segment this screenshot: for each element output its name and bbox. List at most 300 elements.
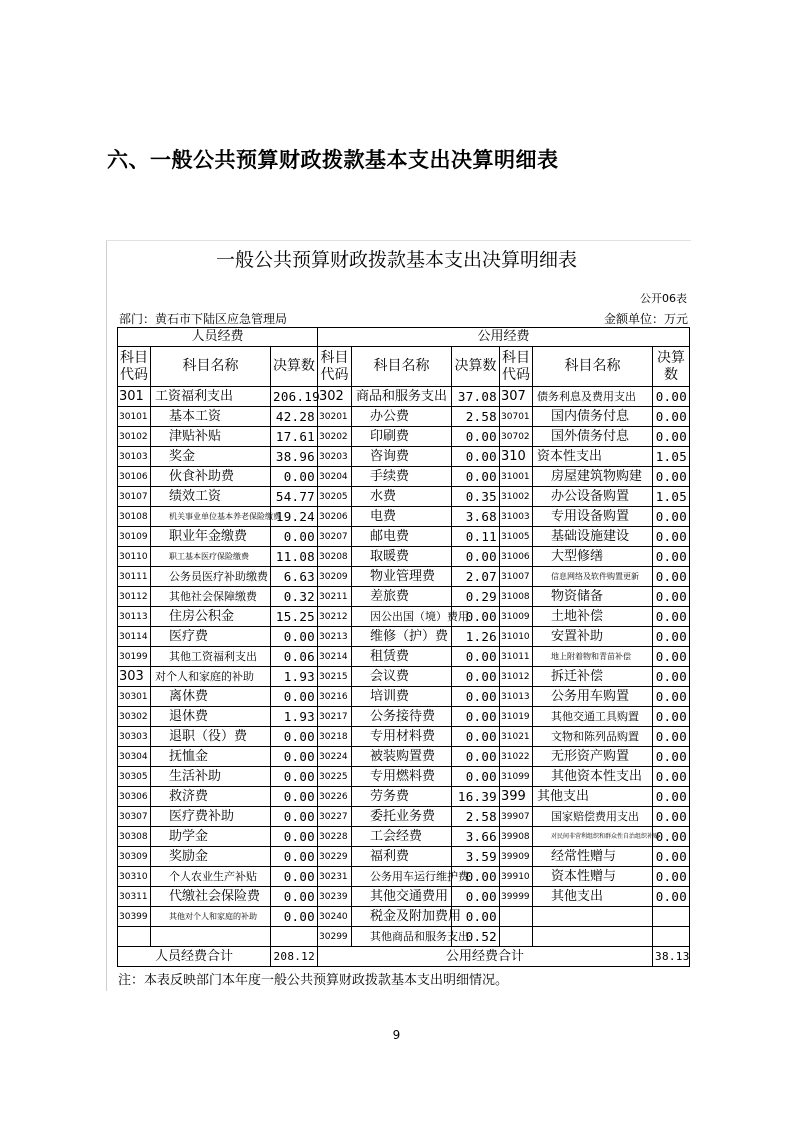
subject-name-cell: 基础设施建设 [533, 527, 653, 547]
amount-cell: 0.00 [452, 647, 500, 667]
subject-code-cell: 30226 [318, 787, 352, 807]
table-row [118, 827, 690, 847]
subject-code-cell: 30701 [500, 407, 533, 427]
subject-name-cell: 医疗费 [151, 627, 271, 647]
subject-name-cell: 专用设备购置 [533, 507, 653, 527]
table-row [118, 747, 690, 767]
subject-code-cell: 30212 [318, 607, 352, 627]
amount-cell: 0.00 [271, 907, 318, 927]
subject-code-cell: 30228 [318, 827, 352, 847]
subject-code-cell [500, 907, 533, 927]
subject-code-cell: 30304 [118, 747, 151, 767]
subject-name-cell: 国内债务付息 [533, 407, 653, 427]
col-header-name: 科目名称 [352, 347, 452, 387]
subject-name-cell: 邮电费 [352, 527, 452, 547]
subject-name-cell: 物业管理费 [352, 567, 452, 587]
subject-name-cell: 其他资本性支出 [533, 767, 653, 787]
subject-code-cell: 31021 [500, 727, 533, 747]
subject-code-cell: 30107 [118, 487, 151, 507]
amount-cell: 0.00 [452, 887, 500, 907]
subject-code-cell: 399 [500, 787, 533, 807]
col-header-amount: 决算数 [653, 347, 690, 387]
subject-code-cell: 30211 [318, 587, 352, 607]
subject-name-cell: 咨询费 [352, 447, 452, 467]
subject-name-cell: 被装购置费 [352, 747, 452, 767]
subject-code-cell: 30218 [318, 727, 352, 747]
amount-cell: 0.11 [452, 527, 500, 547]
subject-code-cell: 31099 [500, 767, 533, 787]
subject-name-cell: 公务用车运行维护费 [352, 867, 452, 887]
col-header-code: 科目代码 [500, 347, 533, 387]
subject-name-cell: 对个人和家庭的补助 [151, 667, 271, 687]
table-code: 公开06表 [640, 292, 687, 305]
table-row [118, 867, 690, 887]
amount-cell: 0.00 [452, 907, 500, 927]
subject-name-cell: 物资储备 [533, 587, 653, 607]
subject-name-cell [151, 927, 271, 947]
subject-name-cell: 取暖费 [352, 547, 452, 567]
subject-code-cell: 39908 [500, 827, 533, 847]
subject-name-cell: 其他对个人和家庭的补助 [151, 907, 271, 927]
subject-code-cell: 30111 [118, 567, 151, 587]
amount-cell: 6.63 [271, 567, 318, 587]
subject-code-cell: 30217 [318, 707, 352, 727]
amount-cell: 0.00 [653, 467, 690, 487]
subject-code-cell: 30101 [118, 407, 151, 427]
subject-code-cell: 31008 [500, 587, 533, 607]
subject-code-cell: 301 [118, 387, 151, 407]
amount-cell: 16.39 [452, 787, 500, 807]
subject-code-cell: 30202 [318, 427, 352, 447]
table-row [118, 627, 690, 647]
subject-name-cell: 生活补助 [151, 767, 271, 787]
amount-cell: 1.26 [452, 627, 500, 647]
subject-code-cell: 30305 [118, 767, 151, 787]
amount-cell: 0.00 [452, 867, 500, 887]
subject-code-cell: 30311 [118, 887, 151, 907]
amount-cell: 206.19 [271, 387, 318, 407]
subject-name-cell: 津贴补贴 [151, 427, 271, 447]
amount-cell: 0.00 [653, 547, 690, 567]
amount-cell: 0.00 [653, 567, 690, 587]
expenditure-table [117, 327, 690, 967]
amount-cell: 0.29 [452, 587, 500, 607]
subject-code-cell: 30205 [318, 487, 352, 507]
subject-name-cell: 印刷费 [352, 427, 452, 447]
subject-name-cell: 奖金 [151, 447, 271, 467]
subject-name-cell: 国外债务付息 [533, 427, 653, 447]
amount-cell: 0.00 [452, 767, 500, 787]
amount-cell: 0.00 [271, 747, 318, 767]
subject-code-cell: 30110 [118, 547, 151, 567]
subject-code-cell: 30102 [118, 427, 151, 447]
table-row [118, 547, 690, 567]
subject-name-cell: 其他交通工具购置 [533, 707, 653, 727]
subject-code-cell: 31001 [500, 467, 533, 487]
subject-name-cell: 经常性赠与 [533, 847, 653, 867]
table-row [118, 667, 690, 687]
amount-cell: 0.00 [653, 867, 690, 887]
subject-name-cell: 因公出国（境）费用 [352, 607, 452, 627]
amount-cell: 0.00 [452, 447, 500, 467]
subject-code-cell: 30239 [318, 887, 352, 907]
subject-code-cell: 30310 [118, 867, 151, 887]
table-row [118, 427, 690, 447]
subject-name-cell: 退职（役）费 [151, 727, 271, 747]
subject-name-cell: 大型修缮 [533, 547, 653, 567]
amount-cell: 0.00 [271, 527, 318, 547]
subject-name-cell [533, 907, 653, 927]
subject-name-cell: 其他工资福利支出 [151, 647, 271, 667]
subject-code-cell: 31011 [500, 647, 533, 667]
subject-code-cell: 30106 [118, 467, 151, 487]
subject-code-cell: 30209 [318, 567, 352, 587]
amount-cell: 3.59 [452, 847, 500, 867]
amount-cell: 2.07 [452, 567, 500, 587]
subject-name-cell: 其他支出 [533, 787, 653, 807]
subject-code-cell: 307 [500, 387, 533, 407]
department-label: 部门：黄石市下陆区应急管理局 [119, 312, 288, 326]
subject-code-cell: 30306 [118, 787, 151, 807]
table-row [118, 647, 690, 667]
table-row [118, 787, 690, 807]
subject-name-cell: 救济费 [151, 787, 271, 807]
subject-code-cell: 30215 [318, 667, 352, 687]
amount-cell: 0.00 [653, 847, 690, 867]
table-row [118, 767, 690, 787]
subject-name-cell: 个人农业生产补贴 [151, 867, 271, 887]
subject-code-cell: 30229 [318, 847, 352, 867]
amount-cell: 0.52 [452, 927, 500, 947]
col-header-amount: 决算数 [271, 347, 318, 387]
col-header-code: 科目代码 [118, 347, 151, 387]
amount-cell: 0.32 [271, 587, 318, 607]
amount-cell: 38.96 [271, 447, 318, 467]
amount-cell: 17.61 [271, 427, 318, 447]
amount-cell: 0.00 [653, 887, 690, 907]
amount-cell: 0.00 [653, 607, 690, 627]
subject-name-cell: 其他社会保障缴费 [151, 587, 271, 607]
amount-cell: 0.00 [653, 627, 690, 647]
subject-code-cell: 30103 [118, 447, 151, 467]
amount-cell: 0.00 [653, 827, 690, 847]
table-row [118, 607, 690, 627]
subject-name-cell: 职业年金缴费 [151, 527, 271, 547]
subject-code-cell: 30208 [318, 547, 352, 567]
subject-name-cell: 文物和陈列品购置 [533, 727, 653, 747]
subject-code-cell: 30204 [318, 467, 352, 487]
subject-code-cell: 30399 [118, 907, 151, 927]
amount-cell [653, 907, 690, 927]
table-row [118, 927, 690, 947]
subject-code-cell: 31003 [500, 507, 533, 527]
table-row [118, 507, 690, 527]
amount-cell [653, 927, 690, 947]
amount-cell: 1.93 [271, 707, 318, 727]
amount-cell: 11.08 [271, 547, 318, 567]
subject-name-cell: 地上附着物和青苗补偿 [533, 647, 653, 667]
amount-cell: 0.00 [653, 647, 690, 667]
subject-code-cell: 39907 [500, 807, 533, 827]
subject-name-cell: 水费 [352, 487, 452, 507]
table-row [118, 587, 690, 607]
subject-name-cell: 绩效工资 [151, 487, 271, 507]
amount-cell: 3.66 [452, 827, 500, 847]
amount-cell: 0.00 [653, 707, 690, 727]
table-row [118, 487, 690, 507]
subject-name-cell: 安置补助 [533, 627, 653, 647]
table-row [118, 527, 690, 547]
amount-cell: 0.00 [653, 767, 690, 787]
table-row [118, 847, 690, 867]
amount-cell: 3.68 [452, 507, 500, 527]
subject-name-cell: 租赁费 [352, 647, 452, 667]
subject-name-cell: 办公设备购置 [533, 487, 653, 507]
amount-cell: 0.00 [653, 387, 690, 407]
subject-code-cell: 30203 [318, 447, 352, 467]
subject-name-cell: 其他商品和服务支出 [352, 927, 452, 947]
table-row [118, 467, 690, 487]
table-row [118, 727, 690, 747]
col-header-name: 科目名称 [151, 347, 271, 387]
subject-name-cell: 专用燃料费 [352, 767, 452, 787]
subject-name-cell: 维修（护）费 [352, 627, 452, 647]
subject-code-cell: 30231 [318, 867, 352, 887]
subject-code-cell: 30309 [118, 847, 151, 867]
amount-cell: 0.00 [452, 427, 500, 447]
subject-name-cell: 代缴社会保险费 [151, 887, 271, 907]
amount-cell: 42.28 [271, 407, 318, 427]
subject-name-cell: 公务用车购置 [533, 687, 653, 707]
subject-name-cell: 机关事业单位基本养老保险缴费 [151, 507, 271, 527]
subject-code-cell: 30299 [318, 927, 352, 947]
subject-code-cell: 30207 [318, 527, 352, 547]
col-header-name: 科目名称 [533, 347, 653, 387]
unit-label: 金额单位：万元 [603, 312, 688, 326]
amount-cell: 0.00 [271, 887, 318, 907]
amount-cell: 0.00 [653, 687, 690, 707]
subject-name-cell: 抚恤金 [151, 747, 271, 767]
subject-code-cell: 30114 [118, 627, 151, 647]
amount-cell: 0.00 [452, 687, 500, 707]
subject-code-cell: 39999 [500, 887, 533, 907]
amount-cell: 0.00 [271, 627, 318, 647]
col-header-amount: 决算数 [452, 347, 500, 387]
subject-code-cell: 30213 [318, 627, 352, 647]
public-total-label: 公用经费合计 [318, 947, 653, 967]
subject-name-cell: 债务利息及费用支出 [533, 387, 653, 407]
amount-cell: 0.00 [653, 667, 690, 687]
amount-cell: 0.00 [653, 807, 690, 827]
amount-cell: 0.00 [452, 467, 500, 487]
col-header-code: 科目代码 [318, 347, 352, 387]
amount-cell: 0.00 [271, 847, 318, 867]
subject-name-cell: 商品和服务支出 [352, 387, 452, 407]
subject-code-cell: 30308 [118, 827, 151, 847]
group-header-personnel: 人员经费 [118, 328, 318, 347]
amount-cell: 0.00 [452, 667, 500, 687]
subject-name-cell: 劳务费 [352, 787, 452, 807]
subject-name-cell: 土地补偿 [533, 607, 653, 627]
subject-code-cell: 31012 [500, 667, 533, 687]
page-number: 9 [392, 1028, 401, 1042]
amount-cell: 0.06 [271, 647, 318, 667]
subject-code-cell: 303 [118, 667, 151, 687]
table-row [118, 387, 690, 407]
subject-name-cell: 工资福利支出 [151, 387, 271, 407]
amount-cell: 0.00 [271, 727, 318, 747]
amount-cell: 0.00 [271, 787, 318, 807]
subject-name-cell: 基本工资 [151, 407, 271, 427]
amount-cell: 0.00 [653, 527, 690, 547]
subject-name-cell: 助学金 [151, 827, 271, 847]
subject-code-cell: 30301 [118, 687, 151, 707]
subject-code-cell: 30307 [118, 807, 151, 827]
footnote: 注：本表反映部门本年度一般公共预算财政拨款基本支出明细情况。 [118, 973, 509, 988]
subject-name-cell: 医疗费补助 [151, 807, 271, 827]
table-row [118, 887, 690, 907]
amount-cell: 0.00 [653, 427, 690, 447]
subject-name-cell: 对民间非营利组织和群众性自治组织补贴 [533, 827, 653, 847]
subject-code-cell: 30113 [118, 607, 151, 627]
subject-code-cell: 30109 [118, 527, 151, 547]
amount-cell: 0.00 [271, 867, 318, 887]
subject-name-cell: 公务接待费 [352, 707, 452, 727]
subject-name-cell: 住房公积金 [151, 607, 271, 627]
subject-name-cell: 资本性赠与 [533, 867, 653, 887]
subject-code-cell: 31007 [500, 567, 533, 587]
amount-cell: 0.00 [653, 727, 690, 747]
subject-code-cell: 30216 [318, 687, 352, 707]
amount-cell: 0.00 [653, 587, 690, 607]
table-row [118, 407, 690, 427]
subject-code-cell: 39909 [500, 847, 533, 867]
subject-code-cell: 30702 [500, 427, 533, 447]
subject-code-cell: 30108 [118, 507, 151, 527]
subject-name-cell: 公务员医疗补助缴费 [151, 567, 271, 587]
subject-name-cell: 其他交通费用 [352, 887, 452, 907]
amount-cell: 15.25 [271, 607, 318, 627]
subject-name-cell: 委托业务费 [352, 807, 452, 827]
subject-name-cell [533, 927, 653, 947]
subject-name-cell: 会议费 [352, 667, 452, 687]
subject-code-cell: 31009 [500, 607, 533, 627]
amount-cell: 0.00 [653, 507, 690, 527]
subject-name-cell: 伙食补助费 [151, 467, 271, 487]
amount-cell: 1.93 [271, 667, 318, 687]
subject-name-cell: 专用材料费 [352, 727, 452, 747]
subject-name-cell: 信息网络及软件购置更新 [533, 567, 653, 587]
subject-name-cell: 培训费 [352, 687, 452, 707]
amount-cell: 37.08 [452, 387, 500, 407]
amount-cell: 2.58 [452, 807, 500, 827]
amount-cell: 0.00 [452, 747, 500, 767]
amount-cell: 54.77 [271, 487, 318, 507]
subject-name-cell: 办公费 [352, 407, 452, 427]
subject-name-cell: 工会经费 [352, 827, 452, 847]
subject-code-cell: 30224 [318, 747, 352, 767]
subject-name-cell: 国家赔偿费用支出 [533, 807, 653, 827]
subject-name-cell: 其他支出 [533, 887, 653, 907]
amount-cell: 0.35 [452, 487, 500, 507]
subject-code-cell: 39910 [500, 867, 533, 887]
amount-cell: 1.05 [653, 447, 690, 467]
subject-code-cell: 30201 [318, 407, 352, 427]
table-row [118, 907, 690, 927]
subject-name-cell: 差旅费 [352, 587, 452, 607]
personnel-total-label: 人员经费合计 [118, 947, 271, 967]
amount-cell: 0.00 [452, 707, 500, 727]
subject-code-cell: 31010 [500, 627, 533, 647]
amount-cell: 0.00 [271, 767, 318, 787]
amount-cell: 0.00 [653, 787, 690, 807]
subject-code-cell: 31005 [500, 527, 533, 547]
group-header-public: 公用经费 [318, 328, 690, 347]
amount-cell: 0.00 [271, 807, 318, 827]
amount-cell: 0.00 [452, 547, 500, 567]
subject-name-cell: 奖励金 [151, 847, 271, 867]
subject-code-cell [500, 927, 533, 947]
subject-code-cell: 30227 [318, 807, 352, 827]
table-row [118, 567, 690, 587]
amount-cell: 0.00 [452, 727, 500, 747]
subject-name-cell: 退休费 [151, 707, 271, 727]
subject-code-cell: 30112 [118, 587, 151, 607]
subject-code-cell: 31022 [500, 747, 533, 767]
personnel-total-value: 208.12 [271, 947, 318, 967]
subject-code-cell: 31019 [500, 707, 533, 727]
amount-cell: 0.00 [271, 467, 318, 487]
subject-name-cell: 电费 [352, 507, 452, 527]
subject-name-cell: 税金及附加费用 [352, 907, 452, 927]
subject-name-cell: 手续费 [352, 467, 452, 487]
table-row [118, 707, 690, 727]
public-total-value: 38.13 [653, 947, 690, 967]
table-row [118, 687, 690, 707]
amount-cell: 0.00 [653, 747, 690, 767]
amount-cell: 0.00 [271, 827, 318, 847]
subject-code-cell: 30214 [318, 647, 352, 667]
amount-cell: 19.24 [271, 507, 318, 527]
subject-code-cell: 30302 [118, 707, 151, 727]
subject-name-cell: 离休费 [151, 687, 271, 707]
subject-name-cell: 福利费 [352, 847, 452, 867]
subject-code-cell: 31006 [500, 547, 533, 567]
amount-cell: 2.58 [452, 407, 500, 427]
subject-code-cell: 30303 [118, 727, 151, 747]
subject-code-cell: 31002 [500, 487, 533, 507]
page-heading: 六、一般公共预算财政拨款基本支出决算明细表 [107, 147, 559, 172]
subject-name-cell: 职工基本医疗保险缴费 [151, 547, 271, 567]
subject-code-cell: 30199 [118, 647, 151, 667]
subject-code-cell: 302 [318, 387, 352, 407]
subject-code-cell: 30225 [318, 767, 352, 787]
subject-name-cell: 拆迁补偿 [533, 667, 653, 687]
subject-name-cell: 无形资产购置 [533, 747, 653, 767]
amount-cell: 0.00 [653, 407, 690, 427]
table-title: 一般公共预算财政拨款基本支出决算明细表 [215, 249, 577, 271]
subject-code-cell: 30206 [318, 507, 352, 527]
table-row [118, 807, 690, 827]
subject-code-cell: 310 [500, 447, 533, 467]
subject-code-cell: 31013 [500, 687, 533, 707]
subject-name-cell: 房屋建筑物购建 [533, 467, 653, 487]
amount-cell: 0.00 [271, 687, 318, 707]
amount-cell: 0.00 [452, 607, 500, 627]
table-row [118, 447, 690, 467]
subject-code-cell: 30240 [318, 907, 352, 927]
subject-name-cell: 资本性支出 [533, 447, 653, 467]
